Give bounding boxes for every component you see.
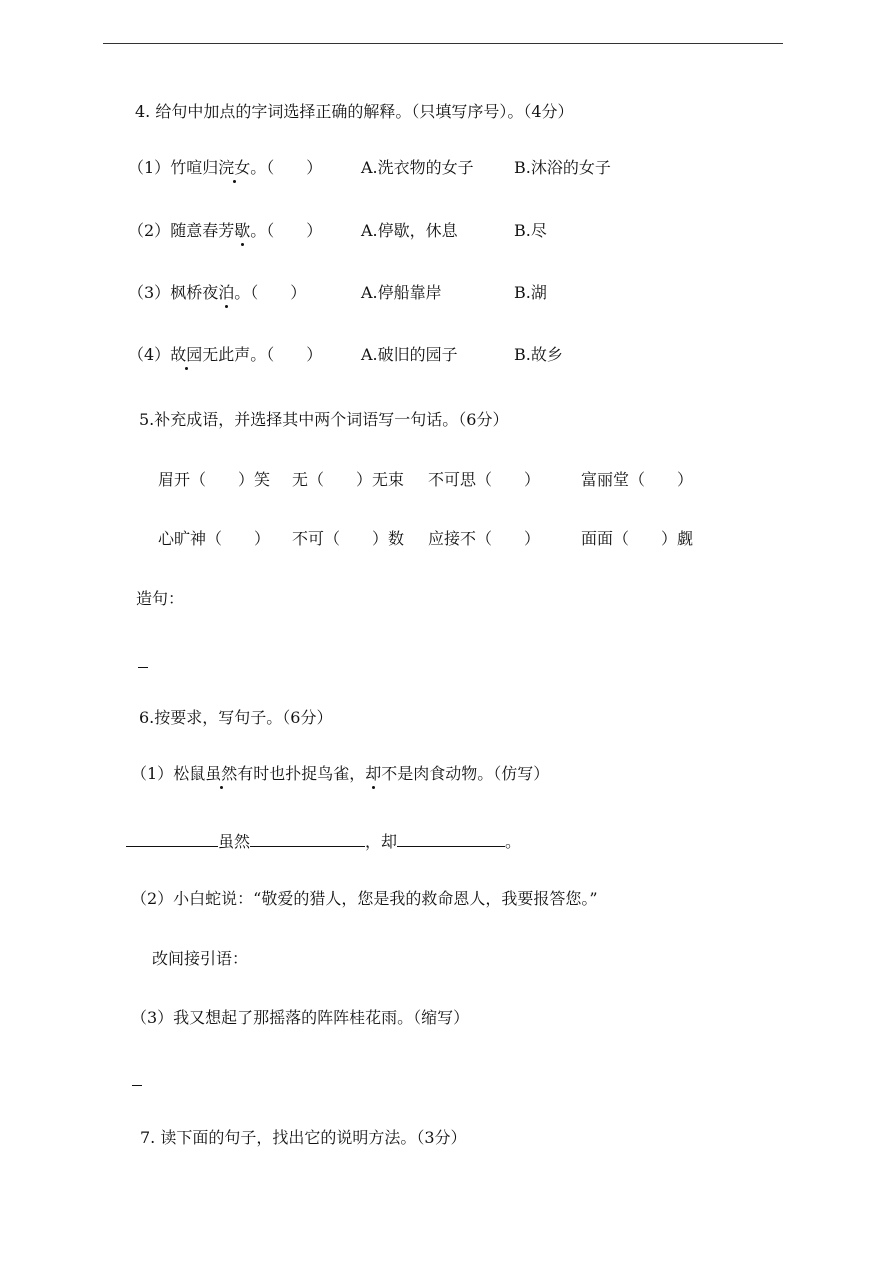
dotted-word: 歇: [234, 221, 251, 240]
q4-stem: 4. 给句中加点的字词选择正确的解释。（只填写序号）。（4分）: [135, 102, 574, 121]
q6-sentence-2: （2）小白蛇说：“敬爱的猎人，您是我的救命恩人，我要报答您。”: [131, 889, 598, 908]
q4-item-2: [128, 220, 322, 242]
q6-item-number: （1）: [131, 764, 174, 783]
dotted-word: 虽然: [205, 764, 238, 783]
sentence-part: 松鼠: [173, 764, 206, 783]
q5-stem: 5.补充成语，并选择其中两个词语写一句话。（6分）: [139, 410, 509, 429]
dotted-word: 故园: [170, 345, 203, 364]
fill-word: ，却: [365, 832, 398, 851]
q6-sentence-3: （3）我又想起了那摇落的阵阵桂花雨。（缩写）: [131, 1008, 470, 1027]
q4-item-1-option-a: A.洗衣物的女子: [361, 158, 474, 177]
q4-item-blank: 。（ ）: [250, 221, 323, 240]
q4-item-text: 枫桥夜: [170, 283, 219, 302]
q4-item-text: 竹喧归: [170, 158, 219, 177]
imitation-fill-line: [126, 829, 521, 853]
dotted-word: 浣女: [218, 158, 251, 177]
q4-item-2-option-a: A.停歇，休息: [361, 221, 458, 240]
idiom: 心旷神（ ）: [158, 529, 271, 548]
fill-word: 虽然: [218, 832, 251, 851]
idiom: 不可思（ ）: [428, 470, 541, 489]
q4-item-1-option-b: B.沐浴的女子: [514, 158, 611, 177]
idiom: 应接不（ ）: [428, 529, 541, 548]
answer-line[interactable]: [132, 1085, 142, 1086]
q4-item-1: [128, 157, 322, 179]
q4-item-number: （3）: [128, 283, 171, 302]
dotted-word: 泊: [218, 283, 235, 302]
q4-item-number: （1）: [128, 158, 171, 177]
q6-stem: 6.按要求，写句子。（6分）: [139, 708, 333, 727]
sentence-part: 不是肉食动物。（仿写）: [381, 764, 550, 783]
answer-line[interactable]: [138, 667, 148, 668]
fill-blank[interactable]: [397, 829, 505, 847]
idiom: 不可（ ）数: [292, 529, 405, 548]
q4-item-text: 随意春芳: [170, 221, 235, 240]
q7-stem: 7. 读下面的句子，找出它的说明方法。（3分）: [140, 1128, 467, 1147]
q4-item-3: [128, 282, 306, 304]
fill-blank[interactable]: [250, 829, 365, 847]
q4-item-3-option-a: A.停船靠岸: [361, 283, 442, 302]
q6-sentence-2-task: 改间接引语：: [152, 949, 249, 968]
q4-item-4-option-a: A.破旧的园子: [361, 345, 458, 364]
idiom: 眉开（ ）笑: [158, 470, 271, 489]
idiom: 无（ ）无束: [292, 470, 405, 489]
header-rule: [103, 43, 783, 44]
q4-item-blank: 。（ ）: [250, 158, 323, 177]
idiom: 富丽堂（ ）: [581, 470, 694, 489]
q4-item-blank: 。（ ）: [234, 283, 307, 302]
fill-blank[interactable]: [126, 829, 218, 847]
q6-sentence-1: [131, 763, 549, 785]
q4-item-2-option-b: B.尽: [514, 221, 547, 240]
q4-item-4-option-b: B.故乡: [514, 345, 563, 364]
idiom: 面面（ ）觑: [581, 529, 694, 548]
q4-item-number: （4）: [128, 345, 171, 364]
q4-item-4: [128, 344, 322, 366]
q4-item-number: （2）: [128, 221, 171, 240]
q4-item-blank: 无此声。（ ）: [202, 345, 323, 364]
sentence-part: 有时也扑捉鸟雀，: [237, 764, 366, 783]
fill-word: 。: [505, 832, 522, 851]
make-sentence-label: 造句：: [136, 589, 185, 608]
dotted-word: 却: [365, 764, 382, 783]
q4-item-3-option-b: B.湖: [514, 283, 547, 302]
